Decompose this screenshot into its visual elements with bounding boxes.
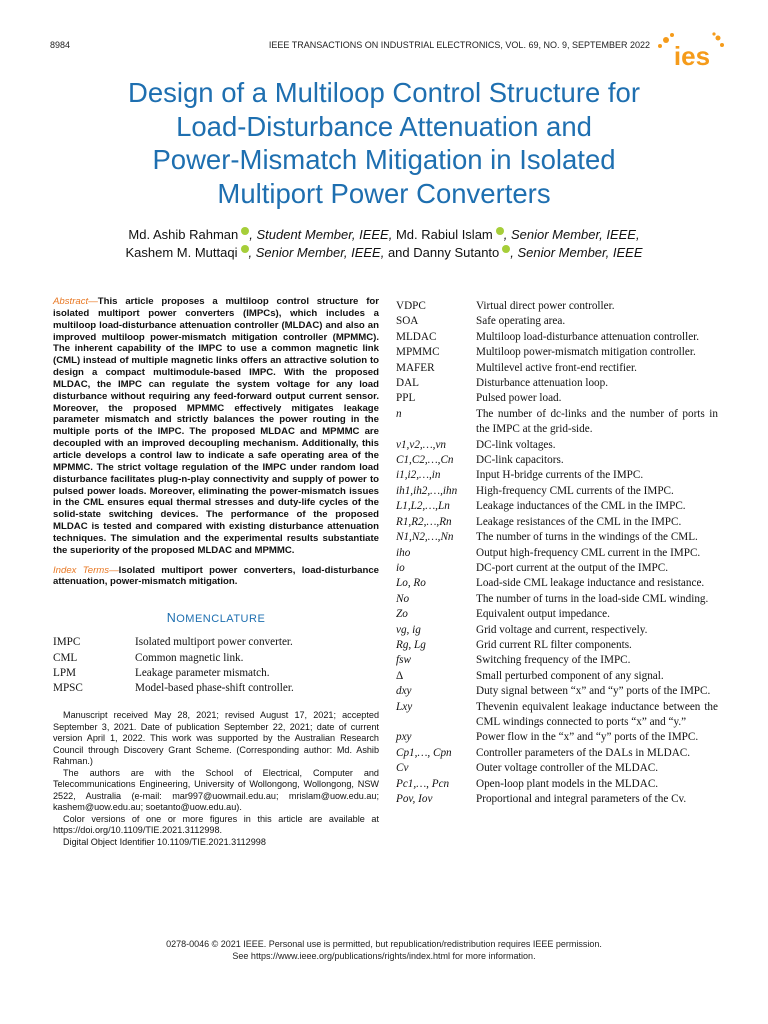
nomenclature-row [396,484,718,499]
nomenclature-row [53,681,379,696]
footnote-affiliation: The authors are with the School of Electrical, Computer and Telecommunications Engineering, University of Wollongong, Wollongong, NSW 2522, Australia (e-mail: mar997@uowmail.edu.au; mrislam@uow.edu.au; kashem@uow.edu.au; soetanto@uow.edu.au). [53,767,379,813]
nomenclature-definition: Multilevel active front-end rectifier. [476,361,637,374]
nomenclature-row [396,391,718,406]
nomenclature-definition: DC-port current at the output of the IMPC. [476,561,669,574]
nomenclature-term: IMPC [53,636,81,649]
nomenclature-row [396,345,718,360]
nomenclature-definition: Thevenin equivalent leakage inductance between the CML windings connected to ports “x” and “y.” [476,700,718,728]
author-list [40,226,728,262]
nomenclature-term: pxy [396,731,412,744]
nomenclature-term: L1,L2,…,Ln [396,500,450,513]
nomenclature-row [396,530,718,545]
author-name: and Danny Sutanto [384,245,500,260]
right-column [396,299,718,807]
nomenclature-row [396,453,718,468]
nomenclature-table-left [53,635,379,696]
nomenclature-row [396,576,718,591]
nomenclature-definition: Duty signal between “x” and “y” ports of the IMPC. [476,685,711,698]
nomenclature-term: n [396,407,402,420]
nomenclature-row [396,623,718,638]
author-name: Md. Rabiul Islam [392,227,493,242]
nomenclature-definition: Multiloop power-mismatch mitigation controller. [476,346,696,359]
nomenclature-term: Pov, Iov [396,793,433,805]
nomenclature-row [396,777,718,792]
nomenclature-definition: Leakage parameter mismatch. [135,666,270,679]
nomenclature-term: LPM [53,666,77,679]
nomenclature-definition: High-frequency CML currents of the IMPC. [476,484,674,497]
abstract-text: This article proposes a multiloop control structure for isolated multiport power converters (IMPCs), which includes a multiloop load-disturbance attenuation controller (MLDAC) and also an improved multiloop power-mismatch mitigation controller (MPMMC). The inherent capability of the IMPC to use a common magnetic link (CML) instead of multiple magnetic links offers an attractive solution to design a compact multimodule-based IMPC. With the proposed MLDAC, the IMPC can regulate the system voltage for any load disturbance without requiring any feed-forward output current sensor. Moreover, the proposed MPMMC effectively mitigates leakage parameter mismatch and strictly balances the power routing in the multiple ports of the IMPC. The proposed MLDAC and MPMMC are decoupled with an improved decoupling mechanism. Additionally, this article develops a control law to indicate a safe operating area of the MPMMC. The strict voltage regulation of the IMPC under random load disturbance facilitates plug-n-play connectivity and supply of power to pulsed power loads. Moreover, eliminating the power-mismatch issues in the CML ensures equal thermal stresses and duty-life cycles of the solid-state switching devices. The performance of the proposed MLDAC is tested and compared with existing disturbance attenuation techniques. The simulation and the experimental results substantiate the superiority of the proposed MLDAC and MPMMC. [53,296,379,556]
nomenclature-row [396,438,718,453]
index-terms-lead: Index Terms— [53,564,119,576]
nomenclature-definition: Pulsed power load. [476,392,562,405]
nomenclature-term: Cp1,…, Cpn [396,746,452,759]
nomenclature-row [396,638,718,653]
nomenclature-definition: The number of turns in the windings of the CML. [476,531,698,544]
nomenclature-term: VDPC [396,300,426,312]
page-number: 8984 [50,40,71,50]
copyright-notice [40,939,728,962]
nomenclature-definition: Common magnetic link. [135,651,244,664]
nomenclature-row [396,792,718,807]
nomenclature-definition: DC-link voltages. [476,438,556,451]
nomenclature-definition: Open-loop plant models in the MLDAC. [476,777,659,790]
author-membership: , Senior Member, IEEE [510,245,643,260]
nomenclature-row [396,592,718,607]
index-terms [53,565,379,589]
nomenclature-definition: Equivalent output impedance. [476,608,610,621]
author-membership: , Senior Member, IEEE, [503,227,640,242]
footnote-doi: Digital Object Identifier 10.1109/TIE.2021.3112998 [63,836,266,847]
title-line: Load-Disturbance Attenuation and [176,110,592,142]
nomenclature-row [396,730,718,745]
orcid-icon[interactable] [241,245,249,253]
nomenclature-term: v1,v2,…,vn [396,438,447,451]
nomenclature-definition: DC-link capacitors. [476,454,564,467]
nomenclature-term: PPL [396,392,416,405]
nomenclature-term: MLDAC [396,330,437,343]
nomenclature-term: No [396,592,410,605]
nomenclature-row [53,666,379,681]
nomenclature-definition: Controller parameters of the DALs in MLDAC. [476,746,691,759]
orcid-icon[interactable] [496,227,504,235]
nomenclature-definition: Model-based phase-shift controller. [135,682,294,695]
left-column [53,296,379,848]
nomenclature-row [53,651,379,666]
footnotes [53,710,379,848]
nomenclature-definition: Safe operating area. [476,315,566,328]
journal-header: IEEE TRANSACTIONS ON INDUSTRIAL ELECTRONICS, VOL. 69, NO. 9, SEPTEMBER 2022 [268,40,650,50]
nomenclature-row [396,684,718,699]
ies-logo [656,32,726,72]
author-membership: , Senior Member, IEEE, [248,245,385,260]
nomenclature-term: i1,i2,…,in [396,469,441,482]
nomenclature-row [396,330,718,345]
nomenclature-definition: Proportional and integral parameters of the Cv. [476,793,687,805]
nomenclature-definition: Leakage inductances of the CML in the IMPC. [476,500,686,513]
nomenclature-definition: Grid current RL filter components. [476,638,632,651]
nomenclature-term: R1,R2,…,Rn [396,515,452,528]
paper-title [60,76,708,210]
nomenclature-term: io [396,561,405,574]
nomenclature-row [396,761,718,776]
nomenclature-definition: The number of turns in the load-side CML winding. [476,592,709,605]
nomenclature-term: Zo [396,608,408,621]
copyright-line: See https://www.ieee.org/publications/rights/index.html for more information. [232,950,536,961]
nomenclature-heading: NOMENCLATURE [166,611,266,626]
nomenclature-term: Δ [396,669,404,682]
nomenclature-term: iho [396,546,411,559]
nomenclature-row [396,561,718,576]
abstract-lead: Abstract— [53,296,98,307]
title-line: Multiport Power Converters [217,177,551,209]
nomenclature-definition: Isolated multiport power converter. [135,636,293,649]
nomenclature-row [396,361,718,376]
logo-text: ies [673,41,711,71]
nomenclature-row [396,746,718,761]
nomenclature-definition: Input H-bridge currents of the IMPC. [476,469,644,482]
abstract [53,296,379,557]
nomenclature-term: Rg, Lg [396,638,426,651]
nomenclature-row [396,653,718,668]
nomenclature-definition: Grid voltage and current, respectively. [476,623,648,636]
footnote-manuscript: Manuscript received May 28, 2021; revised August 17, 2021; accepted September 3, 2021. Date of publication September 22, 2021; date of current version April 1, 2022. This work was supported by the Australian Research Council through Discovery Grant Scheme. (Corresponding author: Md. Ashib Rahman.) [53,710,379,767]
nomenclature-row [396,314,718,329]
nomenclature-row [53,635,379,650]
nomenclature-term: ih1,ih2,…,ihn [396,484,458,497]
nomenclature-term: MPSC [53,682,83,695]
nomenclature-definition: Load-side CML leakage inductance and resistance. [476,577,705,590]
title-line: Design of a Multiloop Control Structure for [127,77,641,108]
nomenclature-definition: Power flow in the “x” and “y” ports of the IMPC. [476,731,699,744]
nomenclature-definition: Small perturbed component of any signal. [476,669,664,682]
nomenclature-term: Lxy [396,700,413,713]
nomenclature-term: C1,C2,…,Cn [396,454,454,467]
nomenclature-row [396,515,718,530]
nomenclature-term: DAL [396,377,419,390]
nomenclature-table-right [396,299,718,807]
nomenclature-definition: Disturbance attenuation loop. [476,377,609,390]
nomenclature-row [396,669,718,684]
nomenclature-definition: Outer voltage controller of the MLDAC. [476,762,659,775]
nomenclature-term: MAFER [396,361,435,374]
nomenclature-term: fsw [396,654,411,667]
nomenclature-definition: Leakage resistances of the CML in the IMPC. [476,515,682,528]
nomenclature-definition: Switching frequency of the IMPC. [476,654,631,667]
nomenclature-term: SOA [396,315,419,328]
title-line: Power-Mismatch Mitigation in Isolated [152,144,616,175]
nomenclature-term: Cv [396,762,409,775]
nomenclature-term: Lo, Ro [396,577,426,590]
nomenclature-term: Pc1,…, Pcn [396,777,450,790]
nomenclature-term: dxy [396,685,412,698]
nomenclature-term: CML [53,651,78,664]
nomenclature-row [396,499,718,514]
nomenclature-row [396,407,718,438]
nomenclature-row [396,700,718,731]
nomenclature-definition: The number of dc-links and the number of ports in the IMPC at the grid-side. [476,407,718,436]
nomenclature-definition: Virtual direct power controller. [476,300,615,312]
author-name: Kashem M. Muttaqi [125,245,238,260]
nomenclature-term: vg, ig [396,623,421,636]
nomenclature-definition: Output high-frequency CML current in the IMPC. [476,546,701,559]
nomenclature-row [396,546,718,561]
footnote-color-versions: Color versions of one or more figures in this article are available at https://doi.org/10.1109/TIE.2021.3112998. [53,813,379,836]
author-membership: , Student Member, IEEE, [249,227,393,242]
nomenclature-definition: Multiloop load-disturbance attenuation controller. [476,330,700,343]
nomenclature-row [396,299,718,314]
nomenclature-row [396,376,718,391]
nomenclature-row [396,607,718,622]
nomenclature-term: MPMMC [396,346,440,359]
index-terms-text: Isolated multiport power converters, load-disturbance attenuation, power-mismatch mitigation. [53,564,379,588]
nomenclature-row [396,468,718,483]
copyright-line: 0278-0046 © 2021 IEEE. Personal use is permitted, but republication/redistribution requires IEEE permission. [166,939,602,949]
nomenclature-term: N1,N2,…,Nn [396,531,454,544]
author-name: Md. Ashib Rahman [128,227,239,242]
